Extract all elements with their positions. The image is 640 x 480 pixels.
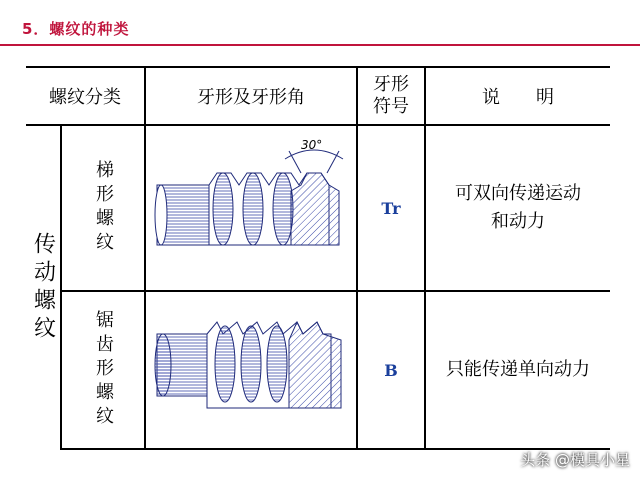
- row-1-description: 可双向传递运动 和动力: [455, 183, 581, 232]
- watermark: 头条 @模具小星: [520, 451, 630, 469]
- buttress-thread-figure: [146, 292, 356, 448]
- row-2-type: 锯齿形螺纹: [93, 310, 114, 430]
- row-1-symbol: Tr: [381, 198, 401, 218]
- row-2-symbol: B: [384, 360, 398, 380]
- header-profile: 牙形及牙形角: [197, 87, 305, 108]
- title-divider: [0, 44, 640, 46]
- header-category: 螺纹分类: [49, 87, 121, 108]
- group-label: 传动螺纹: [30, 232, 56, 344]
- row-2-description: 只能传递单向动力: [446, 359, 590, 380]
- trapezoidal-thread-figure: [146, 126, 356, 290]
- thread-angle-label: 30°: [301, 138, 323, 152]
- slide-title: 5．螺纹的种类: [22, 20, 130, 38]
- thread-types-table: [26, 66, 610, 450]
- header-symbol: 牙形 符号: [373, 74, 409, 117]
- header-description: 说 明: [482, 87, 554, 108]
- row-1-type: 梯形螺纹: [93, 160, 114, 256]
